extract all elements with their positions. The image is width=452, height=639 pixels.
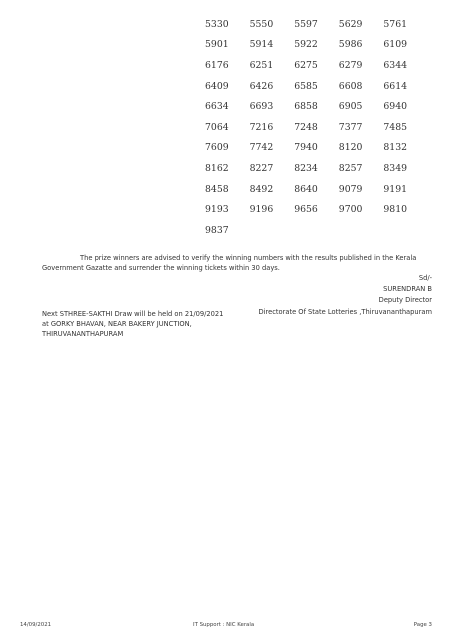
footer-support: IT Support : NIC Kerala [193, 622, 255, 628]
winning-number: 5597 [294, 18, 318, 30]
winning-number: 8458 [205, 183, 229, 195]
winning-number: 9810 [383, 204, 408, 216]
number-row [205, 35, 430, 56]
number-row [205, 14, 430, 35]
winning-number: 8227 [249, 162, 274, 174]
signature-name: SURENDRAN B [383, 285, 432, 293]
next-draw-line-3: THIRUVANANTHAPURAM [42, 330, 124, 339]
winning-number: 6940 [383, 101, 408, 113]
winning-numbers-grid [205, 14, 430, 241]
winning-number: 8132 [383, 142, 408, 154]
next-draw-info [42, 309, 223, 340]
winning-number: 6614 [383, 80, 408, 92]
winning-number: 6693 [249, 101, 274, 113]
signature-designation: Deputy Director [378, 296, 432, 304]
winning-number: 9837 [205, 224, 229, 236]
number-row [205, 179, 430, 200]
winning-number: 9656 [294, 204, 318, 216]
winning-number: 7940 [294, 142, 318, 154]
number-row [205, 117, 430, 138]
winning-number: 6905 [338, 101, 363, 113]
number-row [205, 76, 430, 97]
winning-number: 7485 [383, 121, 408, 133]
number-row [205, 199, 430, 220]
winning-number: 5629 [338, 18, 363, 30]
prize-notice [42, 253, 432, 273]
winning-number: 9193 [205, 204, 229, 216]
winning-number: 9079 [338, 183, 363, 195]
winning-number: 6858 [294, 101, 318, 113]
winning-number: 8349 [383, 162, 408, 174]
number-row [205, 138, 430, 159]
winning-number: 8120 [338, 142, 363, 154]
winning-number: 7742 [249, 142, 274, 154]
number-row [205, 220, 430, 241]
winning-number: 7377 [338, 121, 363, 133]
winning-number: 6344 [383, 59, 408, 71]
winning-number: 6279 [338, 59, 363, 71]
winning-number: 5914 [249, 39, 274, 51]
winning-number: 5986 [338, 39, 363, 51]
winning-number: 7064 [205, 121, 229, 133]
next-draw-line-1: Next STHREE-SAKTHI Draw will be held on 21/09/2021 [42, 310, 224, 318]
winning-number: 8640 [294, 183, 318, 195]
winning-number: 9700 [338, 204, 363, 216]
notice-line-2: Government Gazatte and surrender the winning tickets within 30 days. [42, 264, 280, 273]
footer-page-number: Page 3 [413, 622, 432, 628]
signature-sd: Sd/- [418, 274, 432, 282]
winning-number: 6251 [249, 59, 274, 71]
winning-number: 6409 [205, 80, 229, 92]
winning-number: 8257 [338, 162, 363, 174]
winning-number: 7216 [249, 121, 274, 133]
winning-number: 9196 [249, 204, 274, 216]
winning-number: 9191 [383, 183, 408, 195]
number-row [205, 158, 430, 179]
next-draw-line-2: at GORKY BHAVAN, NEAR BAKERY JUNCTION, [42, 320, 192, 329]
number-row [205, 96, 430, 117]
winning-number: 7609 [205, 142, 229, 154]
winning-number: 7248 [294, 121, 318, 133]
winning-number: 5330 [205, 18, 229, 30]
winning-number: 6634 [205, 101, 229, 113]
footer-date: 14/09/2021 [20, 622, 52, 628]
winning-number: 5550 [249, 18, 274, 30]
winning-number: 6585 [294, 80, 318, 92]
winning-number: 8162 [205, 162, 229, 174]
winning-number: 5922 [294, 39, 318, 51]
winning-number: 5761 [383, 18, 408, 30]
winning-number: 6608 [338, 80, 363, 92]
signature-office: Directorate Of State Lotteries ,Thiruvananthapuram [258, 308, 432, 316]
number-row [205, 55, 430, 76]
notice-line-1: The prize winners are advised to verify the winning numbers with the results published in the Kerala [80, 254, 417, 262]
winning-number: 5901 [205, 39, 229, 51]
winning-number: 6426 [249, 80, 274, 92]
winning-number: 8492 [249, 183, 274, 195]
winning-number: 8234 [294, 162, 318, 174]
winning-number: 6275 [294, 59, 318, 71]
winning-number: 6176 [205, 59, 229, 71]
winning-number: 6109 [383, 39, 408, 51]
